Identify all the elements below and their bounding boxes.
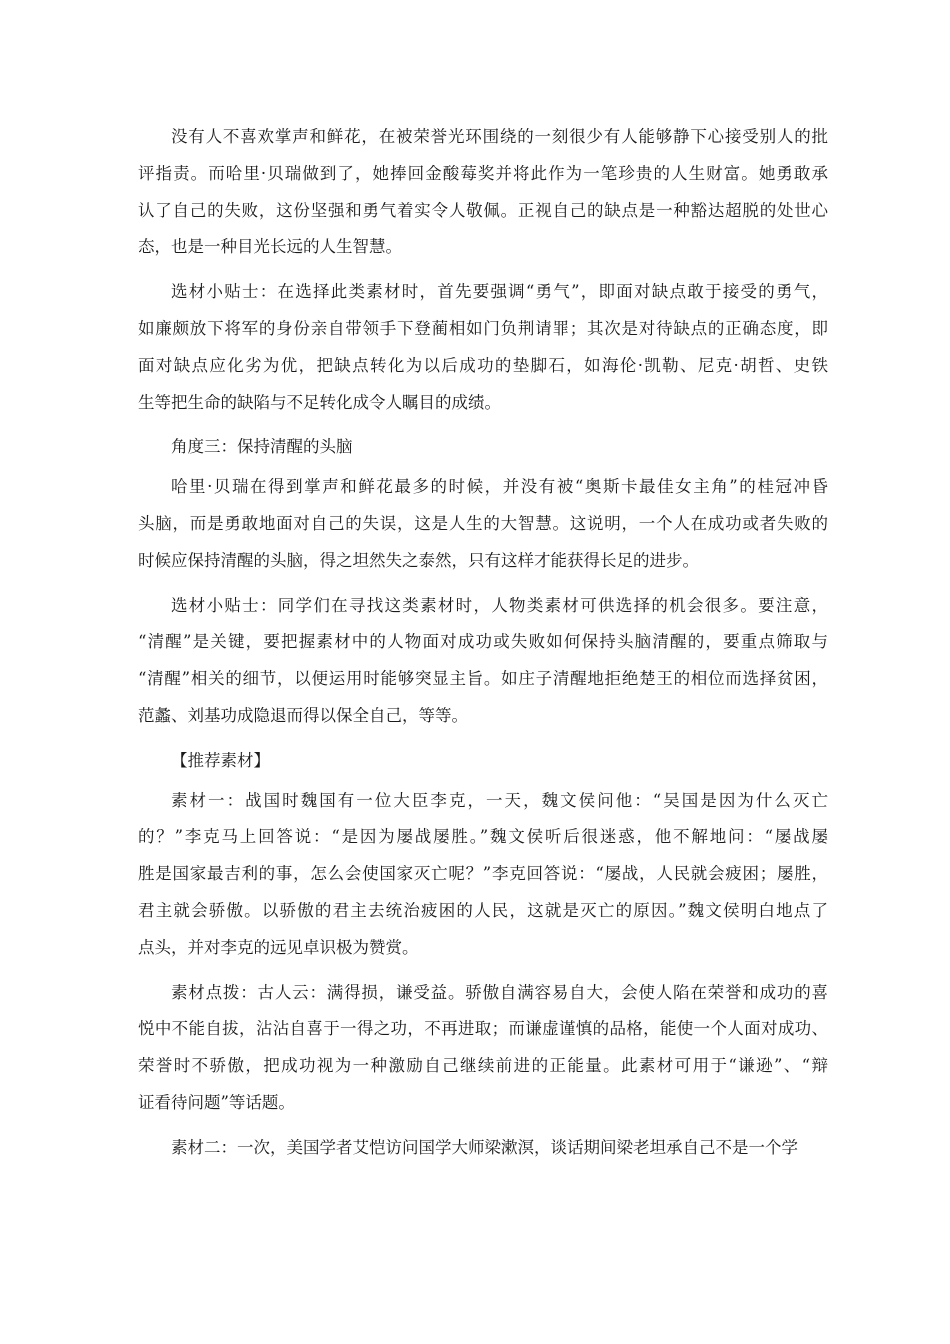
text-line: 如廉颇放下将军的身份亲自带领手下登蔺相如门负荆请罪；其次是对待缺点的正确态度，即 — [138, 318, 828, 338]
text-line: 范蠡、刘基功成隐退而得以保全自己，等等。 — [138, 705, 468, 725]
text-line: 哈里·贝瑞在得到掌声和鲜花最多的时候，并没有被“奥斯卡最佳女主角”的桂冠冲昏 — [171, 477, 828, 497]
text-line: 悦中不能自拔，沾沾自喜于一得之功，不再进取；而谦虚谨慎的品格，能使一个人面对成功、 — [138, 1019, 828, 1039]
text-line: 头脑，而是勇敢地面对自己的失误，这是人生的大智慧。这说明，一个人在成功或者失败的 — [138, 513, 828, 533]
text-line: 荣誉时不骄傲，把成功视为一种激励自己继续前进的正能量。此素材可用于“谦逊”、“辩 — [138, 1056, 828, 1076]
text-line: “清醒”相关的细节，以便运用时能够突显主旨。如庄子清醒地拒绝楚王的相位而选择贫困， — [138, 669, 828, 689]
text-line: 没有人不喜欢掌声和鲜花，在被荣誉光环围绕的一刻很少有人能够静下心接受别人的批 — [171, 127, 828, 146]
paragraph — [138, 119, 828, 266]
document-body — [138, 119, 828, 1175]
paragraph — [138, 1130, 828, 1167]
paragraph — [138, 469, 828, 579]
text-line: “清醒”是关键，要把握素材中的人物面对成功或失败如何保持头脑清醒的，要重点筛取与 — [138, 632, 828, 652]
text-line: 的？”李克马上回答说：“是因为屡战屡胜。”魏文侯听后很迷惑，他不解地问：“屡战屡 — [138, 827, 828, 847]
text-line: 评指责。而哈里·贝瑞做到了，她捧回金酸莓奖并将此作为一笔珍贵的人生财富。她勇敢承 — [138, 163, 828, 183]
text-line: 胜是国家最吉利的事，怎么会使国家灭亡呢？”李克回答说：“屡战，人民就会疲困；屡胜， — [138, 864, 828, 884]
text-line: 面对缺点应化劣为优，把缺点转化为以后成功的垫脚石，如海伦·凯勒、尼克·胡哲、史铁 — [138, 355, 828, 375]
text-line: 证看待问题”等话题。 — [138, 1092, 295, 1112]
text-line: 时候应保持清醒的头脑，得之坦然失之泰然，只有这样才能获得长足的进步。 — [138, 550, 699, 570]
text-line: 素材点拨：古人云：满得损，谦受益。骄傲自满容易自大，会使人陷在荣誉和成功的喜 — [171, 982, 828, 1002]
text-line: 选材小贴士：在选择此类素材时，首先要强调“勇气”，即面对缺点敢于接受的勇气， — [171, 282, 828, 302]
text-line: 认了自己的失败，这份坚强和勇气着实令人敬佩。正视自己的缺点是一种豁达超脱的处世心 — [138, 200, 828, 220]
paragraph — [138, 274, 828, 421]
text-line: 素材二：一次，美国学者艾恺访问国学大师梁漱溟，谈话期间梁老坦承自己不是一个学 — [171, 1137, 798, 1157]
paragraph — [138, 588, 828, 735]
text-line: 素材一：战国时魏国有一位大臣李克，一天，魏文侯问他：“吴国是因为什么灭亡 — [171, 790, 828, 810]
text-line: 选材小贴士：同学们在寻找这类素材时，人物类素材可供选择的机会很多。要注意， — [171, 595, 828, 615]
text-line: 态，也是一种目光长远的人生智慧。 — [138, 237, 402, 257]
text-line: 生等把生命的缺陷与不足转化成令人瞩目的成绩。 — [138, 392, 501, 412]
section-heading — [138, 743, 828, 780]
text-line: 【推荐素材】 — [171, 750, 270, 770]
paragraph — [138, 783, 828, 967]
text-line: 角度三：保持清醒的头脑 — [171, 437, 353, 457]
section-heading — [138, 429, 828, 466]
text-line: 君主就会骄傲。以骄傲的君主去统治疲困的人民，这就是灭亡的原因。”魏文侯明白地点了 — [138, 900, 828, 920]
text-line: 点头，并对李克的远见卓识极为赞赏。 — [138, 937, 419, 957]
paragraph — [138, 975, 828, 1122]
